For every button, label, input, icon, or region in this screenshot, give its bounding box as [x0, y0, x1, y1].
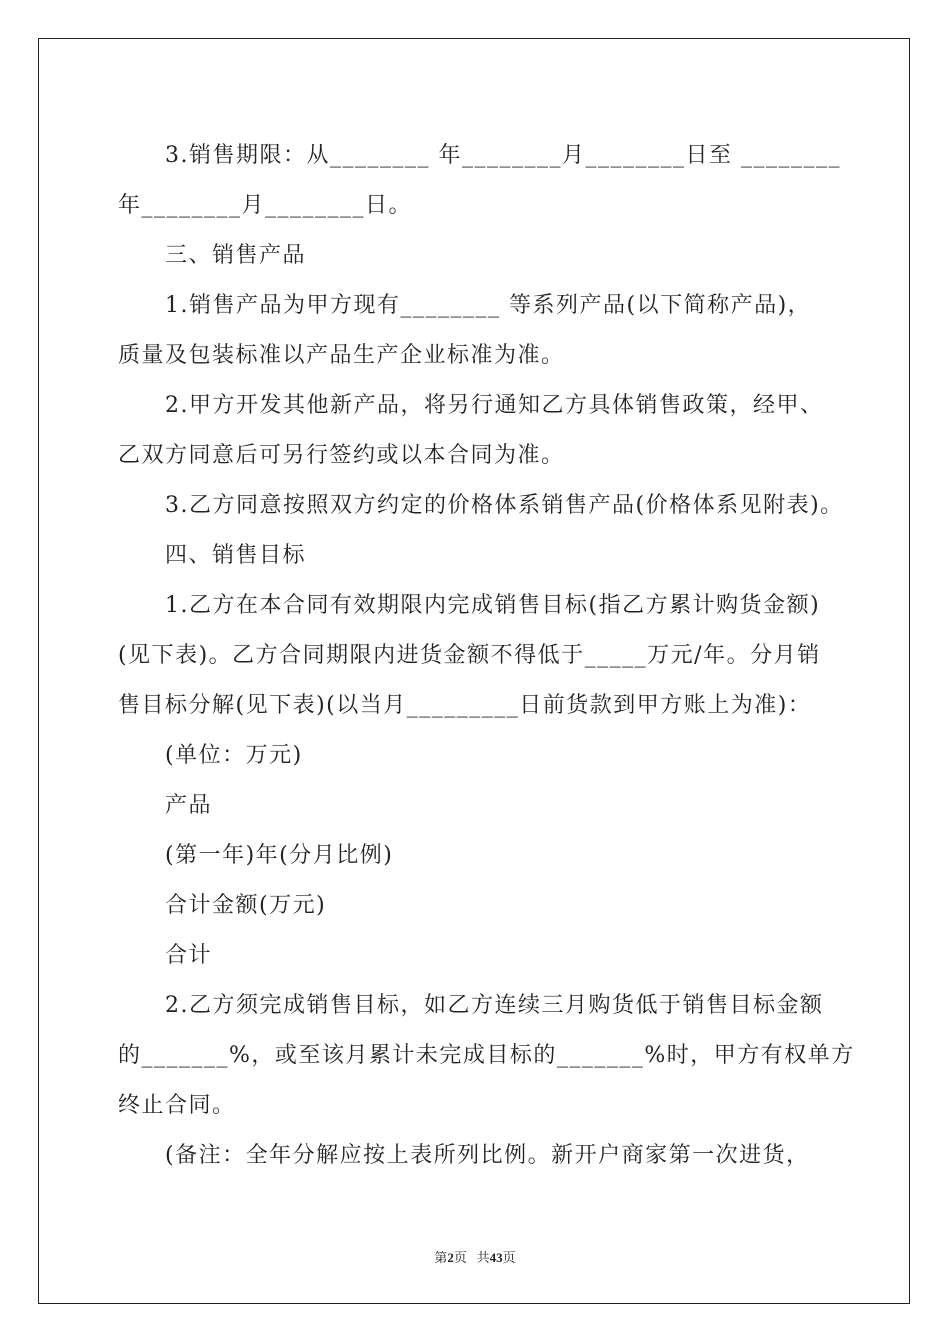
paragraph-line: 2.甲方开发其他新产品，将另行通知乙方具体销售政策，经甲、 [165, 393, 824, 418]
paragraph-line: 终止合同。 [118, 1093, 236, 1118]
paragraph-line: 合计金额(万元) [165, 893, 327, 918]
paragraph-line: 的_______%，或至该月累计未完成目标的_______%时，甲方有权单方 [118, 1043, 855, 1068]
paragraph-line: (第一年)年(分月比例) [165, 843, 394, 868]
total-pages: 43 [489, 1250, 503, 1265]
paragraph-line: 年________月________日。 [118, 193, 413, 218]
paragraph-line: 产品 [165, 793, 213, 818]
paragraph-line: 1.销售产品为甲方现有________ 等系列产品(以下简称产品)， [165, 293, 812, 318]
paragraph-line: (见下表)。乙方合同期限内进货金额不得低于_____万元/年。分月销 [118, 643, 821, 668]
paragraph-line: 售目标分解(见下表)(以当月_________日前货款到甲方账上为准)： [118, 693, 812, 718]
section-heading: 三、销售产品 [165, 243, 307, 268]
page-footer [0, 1247, 950, 1266]
paragraph-line: 1.乙方在本合同有效期限内完成销售目标(指乙方累计购货金额) [165, 593, 821, 618]
paragraph-line: 合计 [165, 943, 213, 968]
section-heading: 四、销售目标 [165, 543, 307, 568]
paragraph-line: (备注：全年分解应按上表所列比例。新开户商家第一次进货， [165, 1143, 810, 1168]
page-label-suffix: 页 [453, 1250, 467, 1265]
paragraph-line: (单位：万元) [165, 743, 303, 768]
paragraph-line: 乙双方同意后可另行签约或以本合同为准。 [118, 443, 565, 468]
paragraph-line: 质量及包装标准以产品生产企业标准为准。 [118, 343, 565, 368]
total-label-suffix: 页 [502, 1250, 516, 1265]
total-label-prefix: 共 [476, 1250, 490, 1265]
paragraph-line: 2.乙方须完成销售目标，如乙方连续三月购货低于销售目标金额 [165, 993, 824, 1018]
paragraph-line: 3.乙方同意按照双方约定的价格体系销售产品(价格体系见附表)。 [165, 493, 844, 518]
page-label-prefix: 第 [434, 1250, 448, 1265]
page-number: 2 [447, 1250, 454, 1265]
paragraph-line: 3.销售期限：从________ 年________月________日至 ________ [165, 143, 841, 168]
